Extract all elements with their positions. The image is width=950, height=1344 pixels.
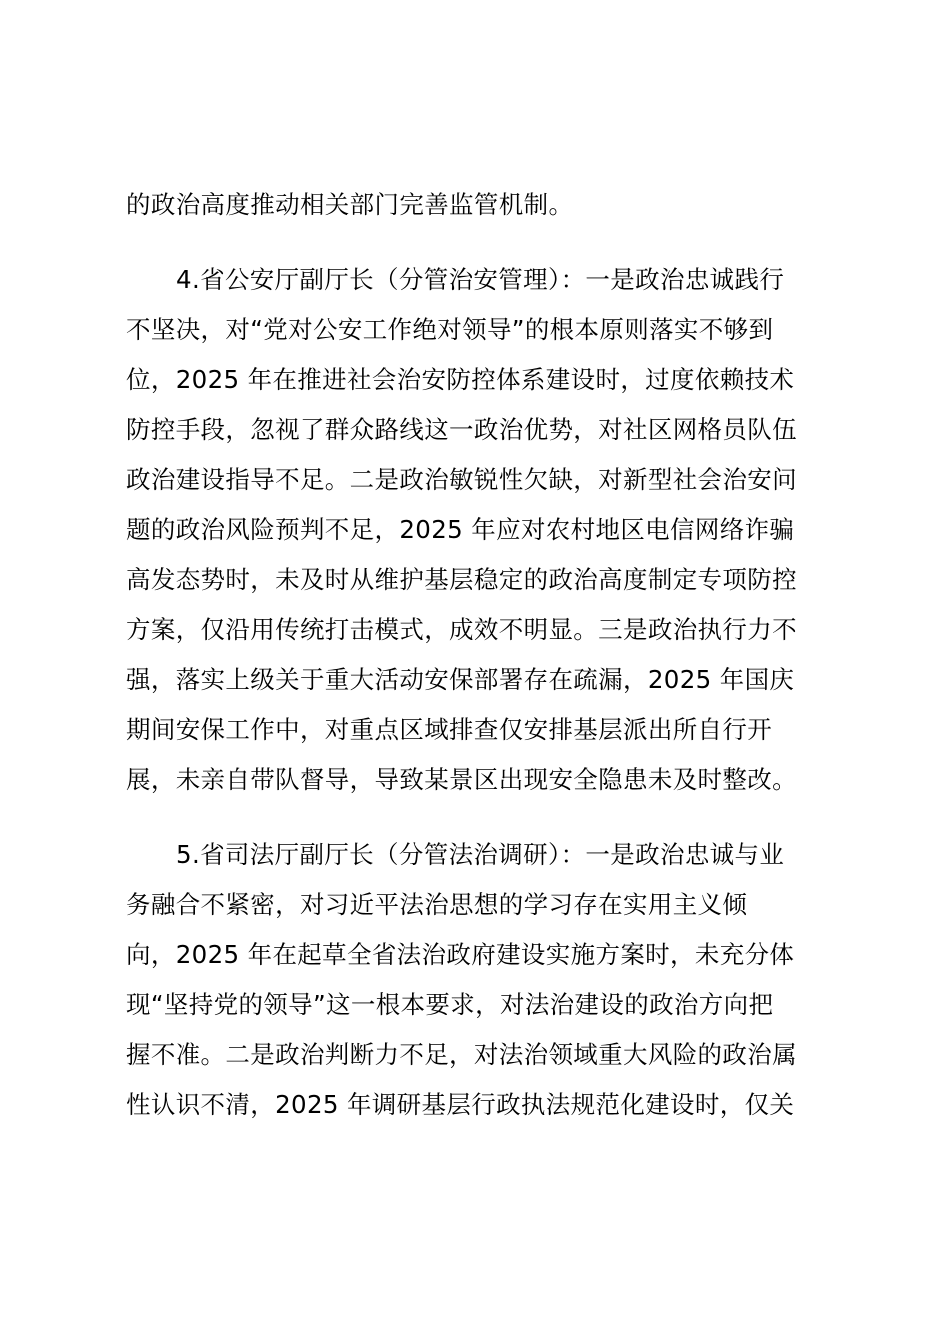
item-4-line: 不坚决，对“党对公安工作绝对领导”的根本原则落实不够到	[126, 315, 774, 344]
item-5-line: 现“坚持党的领导”这一根本要求，对法治建设的政治方向把	[126, 990, 774, 1019]
item-4-line: 防控手段，忽视了群众路线这一政治优势，对社区网格员队伍	[126, 415, 797, 444]
item-4-line: 展，未亲自带队督导，导致某景区出现安全隐患未及时整改。	[126, 765, 797, 794]
item-5-line: 向，2025 年在起草全省法治政府建设实施方案时，未充分体	[126, 940, 795, 969]
item-5-line: 性认识不清，2025 年调研基层行政执法规范化建设时，仅关	[126, 1090, 795, 1119]
item-5-line: 务融合不紧密，对习近平法治思想的学习存在实用主义倾	[126, 890, 748, 919]
paragraph-continuation-line: 的政治高度推动相关部门完善监管机制。	[126, 190, 574, 219]
item-4-line: 位，2025 年在推进社会治安防控体系建设时，过度依赖技术	[126, 365, 795, 394]
item-4-line: 高发态势时，未及时从维护基层稳定的政治高度制定专项防控	[126, 565, 797, 594]
item-5-line: 握不准。二是政治判断力不足，对法治领域重大风险的政治属	[126, 1040, 797, 1069]
item-4-line: 题的政治风险预判不足，2025 年应对农村地区电信网络诈骗	[126, 515, 795, 544]
item-4-line: 政治建设指导不足。二是政治敏锐性欠缺，对新型社会治安问	[126, 465, 797, 494]
item-4-line: 强，落实上级关于重大活动安保部署存在疏漏，2025 年国庆	[126, 665, 795, 694]
item-4-heading-line: 4.省公安厅副厅长（分管治安管理）：一是政治忠诚践行	[176, 265, 785, 294]
item-4-line: 期间安保工作中，对重点区域排查仅安排基层派出所自行开	[126, 715, 773, 744]
item-5-heading-line: 5.省司法厅副厅长（分管法治调研）：一是政治忠诚与业	[176, 840, 785, 869]
item-4-line: 方案，仅沿用传统打击模式，成效不明显。三是政治执行力不	[126, 615, 797, 644]
